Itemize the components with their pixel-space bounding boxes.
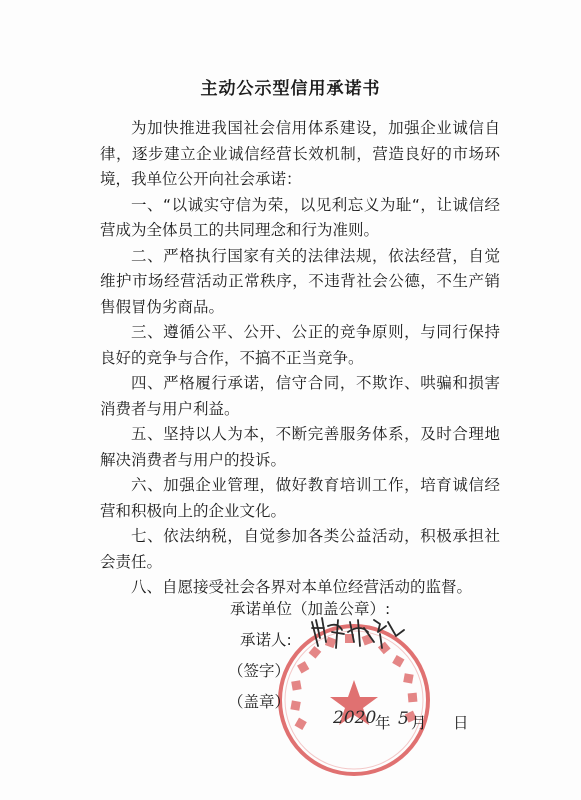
signature-label: （签字）: [228, 662, 291, 680]
commitment-item-3: 三、遵循公平、公开、公正的竞争原则，与同行保持良好的竞争与合作，不搞不正当竞争。: [100, 323, 500, 367]
commitment-item-6: 六、加强企业管理，做好教育培训工作，培育诚信经营和积极向上的企业文化。: [100, 476, 500, 520]
unit-seal-label: 承诺单位（加盖公章）:: [230, 600, 391, 618]
date-month: 5: [398, 709, 409, 729]
intro-paragraph: 为加快推进我国社会信用体系建设，加强企业诚信自律，逐步建立企业诚信经营长效机制，营造良好的市场环境，我单位公开向社会承诺：: [100, 119, 500, 188]
date-day-char: 日: [453, 714, 469, 732]
commitment-item-2: 二、严格执行国家有关的法律法规，依法经营，自觉维护市场经营活动正常秩序，不违背社会公德，不生产销售假冒伪劣商品。: [100, 246, 500, 316]
handwritten-signature: [308, 612, 408, 652]
promisor-label: 承诺人:: [240, 631, 292, 649]
date-year: 2020: [333, 708, 377, 728]
date-year-char: 年: [375, 714, 391, 732]
commitment-item-4: 四、严格履行承诺，信守合同，不欺诈、哄骗和损害消费者与用户利益。: [100, 374, 500, 418]
date-month-char: 月: [411, 714, 427, 732]
document-title: 主动公示型信用承诺书: [200, 79, 381, 99]
commitment-item-1: 一、“以诚实守信为荣，以见利忘义为耻“，让诚信经营成为全体员工的共同理念和行为准则。: [100, 195, 500, 239]
document-body: [100, 116, 500, 601]
seal-label: （盖章）: [228, 693, 291, 711]
commitment-item-5: 五、坚持以人为本，不断完善服务体系，及时合理地解决消费者与用户的投诉。: [100, 425, 500, 469]
commitment-item-7: 七、依法纳税，自觉参加各类公益活动，积极承担社会责任。: [100, 527, 500, 571]
commitment-item-8: 八、自愿接受社会各界对本单位经营活动的监督。: [131, 578, 473, 596]
